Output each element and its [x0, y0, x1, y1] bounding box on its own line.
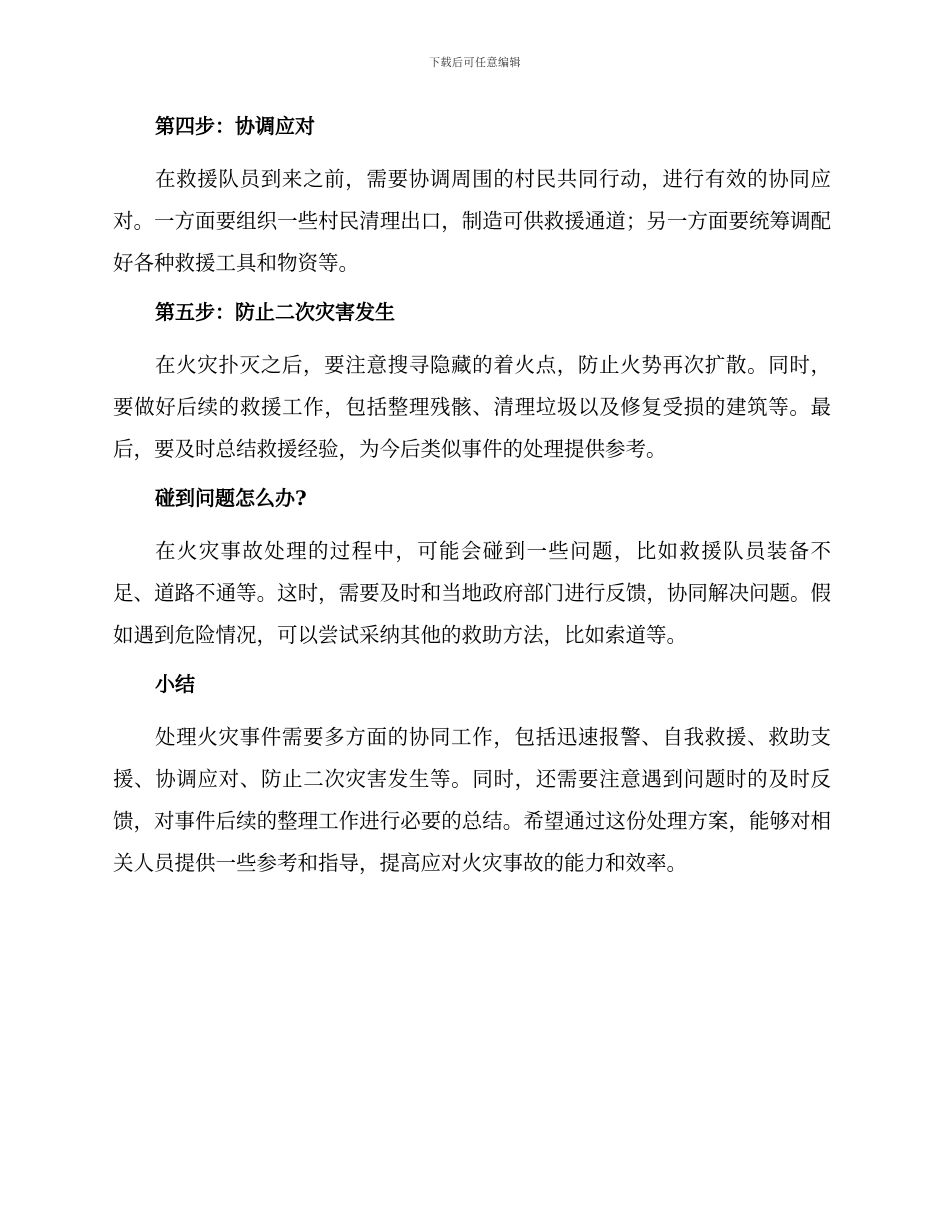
document-body [113, 108, 831, 884]
section-heading: 小结 [155, 672, 195, 696]
section-heading: 第五步：防止二次灾害发生 [155, 300, 395, 324]
section-step-4 [113, 108, 831, 294]
section-paragraph: 在火灾扑灭之后，要注意搜寻隐藏的着火点，防止火势再次扩散。同时，要做好后续的救援工作，包括整理残骸、清理垃圾以及修复受损的建筑等。最后，要及时总结救援经验，为今后类似事件的处理提供参考。 [113, 353, 831, 461]
section-paragraph: 处理火灾事件需要多方面的协同工作，包括迅速报警、自我救援、救助支援、协调应对、防止二次灾害发生等。同时，还需要注意遇到问题时的及时反馈，对事件后续的整理工作进行必要的总结。希望通过这份处理方案，能够对相关人员提供一些参考和指导，提高应对火灾事故的能力和效率。 [113, 725, 831, 875]
section-heading: 碰到问题怎么办? [155, 486, 307, 510]
section-step-5 [113, 294, 831, 480]
section-problems [113, 480, 831, 666]
section-heading: 第四步：协调应对 [155, 114, 315, 138]
section-paragraph: 在救援队员到来之前，需要协调周围的村民共同行动，进行有效的协同应对。一方面要组织一些村民清理出口，制造可供救援通道；另一方面要统筹调配好各种救援工具和物资等。 [113, 167, 831, 275]
page-header: 下载后可任意编辑 [429, 56, 521, 69]
section-summary [113, 666, 831, 884]
section-paragraph: 在火灾事故处理的过程中，可能会碰到一些问题，比如救援队员装备不足、道路不通等。这时，需要及时和当地政府部门进行反馈，协同解决问题。假如遇到危险情况，可以尝试采纳其他的救助方法，比如索道等。 [113, 539, 831, 647]
